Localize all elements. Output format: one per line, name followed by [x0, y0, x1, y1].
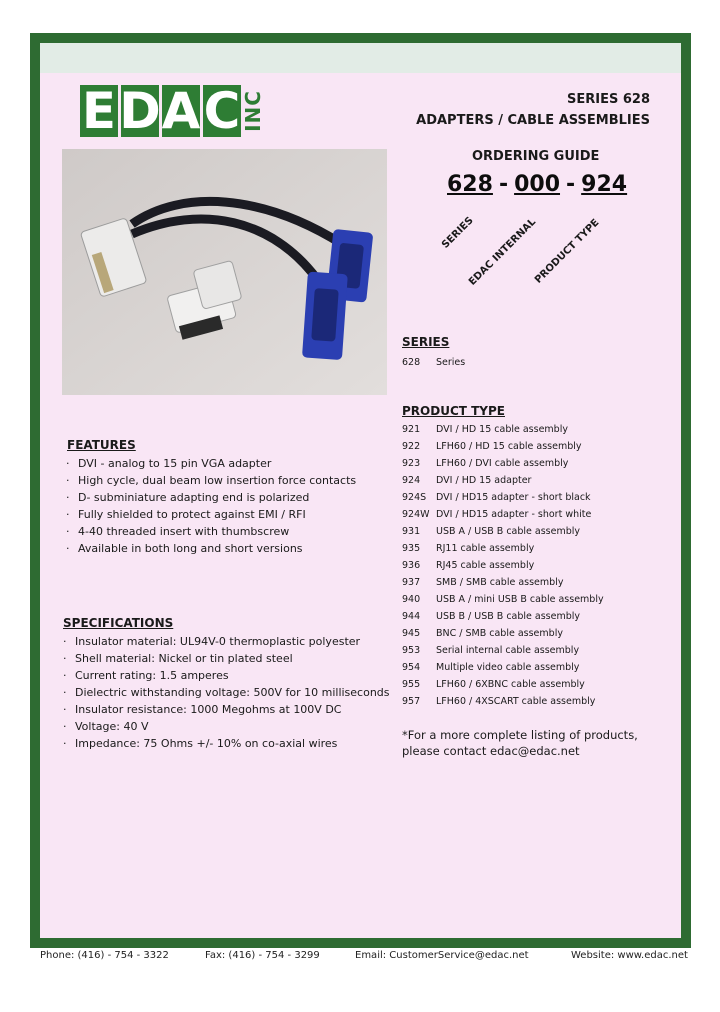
label-product-type: PRODUCT TYPE [533, 217, 602, 286]
product-description: RJ45 cable assembly [436, 560, 535, 571]
table-row [402, 625, 604, 642]
product-code: 940 [402, 594, 421, 605]
product-description: LFH60 / DVI cable assembly [436, 458, 569, 469]
product-description: LFH60 / HD 15 cable assembly [436, 441, 582, 452]
table-row [402, 506, 604, 523]
product-description: DVI / HD 15 adapter [436, 475, 532, 486]
product-code: 953 [402, 645, 421, 656]
table-row [402, 523, 604, 540]
product-code: 957 [402, 696, 421, 707]
list-item: · DVI - analog to 15 pin VGA adapter [66, 457, 272, 470]
table-row [402, 693, 604, 710]
table-row [402, 455, 604, 472]
list-item: · Insulator resistance: 1000 Megohms at 100V DC [63, 703, 342, 716]
footer-email: Email: CustomerService@edac.net [355, 950, 529, 961]
table-row [402, 642, 604, 659]
header-band [40, 43, 681, 73]
table-row: 628 Series [402, 357, 466, 368]
product-description: DVI / HD 15 cable assembly [436, 424, 568, 435]
list-item: · Impedance: 75 Ohms +/- 10% on co-axial wires [63, 737, 338, 750]
product-code: 921 [402, 424, 421, 435]
product-photo [62, 149, 387, 395]
list-item: · D- subminiature adapting end is polarized [66, 491, 310, 504]
product-description: Serial internal cable assembly [436, 645, 580, 656]
table-row [402, 421, 604, 438]
table-row [402, 557, 604, 574]
list-item: · 4-40 threaded insert with thumbscrew [66, 525, 290, 538]
product-type-table [402, 421, 604, 710]
ordering-code [447, 172, 627, 197]
logo-letter: E [81, 82, 117, 140]
product-code: 924S [402, 492, 427, 503]
product-description: USB B / USB B cable assembly [436, 611, 581, 622]
features-list [66, 455, 356, 557]
code-product: 924 [581, 172, 628, 197]
code-dash: - [498, 172, 509, 197]
page-title: ADAPTERS / CABLE ASSEMBLIES [416, 113, 650, 128]
table-row [402, 540, 604, 557]
cable-illustration [62, 149, 387, 395]
product-description: RJ11 cable assembly [436, 543, 535, 554]
product-type-heading: PRODUCT TYPE [402, 404, 505, 418]
product-description: LFH60 / 6XBNC cable assembly [436, 679, 585, 690]
code-series: 628 [447, 172, 493, 197]
product-code: 937 [402, 577, 421, 588]
footer-phone: Phone: (416) - 754 - 3322 [40, 950, 169, 961]
product-description: LFH60 / 4XSCART cable assembly [436, 696, 596, 707]
features-heading: FEATURES [67, 438, 136, 452]
series-title: SERIES 628 [567, 92, 650, 107]
logo-letter: A [161, 82, 201, 140]
product-description: USB A / mini USB B cable assembly [436, 594, 604, 605]
footer-fax: Fax: (416) - 754 - 3299 [205, 950, 320, 961]
logo-suffix: INC [240, 90, 265, 132]
listing-note: *For a more complete listing of products, please contact edac@edac.net [402, 728, 638, 758]
edac-logo [80, 82, 268, 140]
list-item: · Shell material: Nickel or tin plated steel [63, 652, 293, 665]
label-edac-internal: EDAC INTERNAL [467, 216, 539, 288]
product-description: BNC / SMB cable assembly [436, 628, 563, 639]
product-code: 923 [402, 458, 421, 469]
specifications-heading: SPECIFICATIONS [63, 616, 174, 630]
product-code: 924W [402, 509, 430, 520]
table-row [402, 608, 604, 625]
table-row [402, 574, 604, 591]
table-row [402, 676, 604, 693]
logo-letter: D [119, 82, 161, 140]
specifications-list [63, 633, 390, 752]
product-description: DVI / HD15 adapter - short white [436, 509, 592, 520]
footer-website: Website: www.edac.net [571, 950, 688, 961]
list-item: · Insulator material: UL94V-0 thermoplastic polyester [63, 635, 361, 648]
product-code: 954 [402, 662, 421, 673]
product-code: 931 [402, 526, 421, 537]
list-item: · Current rating: 1.5 amperes [63, 669, 229, 682]
product-description: USB A / USB B cable assembly [436, 526, 581, 537]
table-row [402, 591, 604, 608]
product-description: DVI / HD15 adapter - short black [436, 492, 591, 503]
code-internal: 000 [514, 172, 561, 197]
product-code: 945 [402, 628, 421, 639]
table-row [402, 659, 604, 676]
list-item: · Dielectric withstanding voltage: 500V for 10 milliseconds [63, 686, 390, 699]
list-item: · Available in both long and short versions [66, 542, 303, 555]
product-code: 936 [402, 560, 421, 571]
product-description: Multiple video cable assembly [436, 662, 580, 673]
product-code: 955 [402, 679, 421, 690]
series-table [402, 354, 465, 371]
product-code: 935 [402, 543, 421, 554]
list-item: · Voltage: 40 V [63, 720, 149, 733]
list-item: · Fully shielded to protect against EMI / RFI [66, 508, 306, 521]
list-item: · High cycle, dual beam low insertion force contacts [66, 474, 357, 487]
table-row [402, 489, 604, 506]
series-heading: SERIES [402, 335, 450, 349]
ordering-guide-title: ORDERING GUIDE [472, 149, 600, 164]
product-code: 924 [402, 475, 421, 486]
product-code: 922 [402, 441, 421, 452]
table-row [402, 438, 604, 455]
logo-letter: C [203, 82, 241, 140]
product-code: 944 [402, 611, 421, 622]
product-description: SMB / SMB cable assembly [436, 577, 564, 588]
table-row [402, 472, 604, 489]
code-dash: - [566, 172, 576, 197]
label-series: SERIES [440, 215, 476, 251]
